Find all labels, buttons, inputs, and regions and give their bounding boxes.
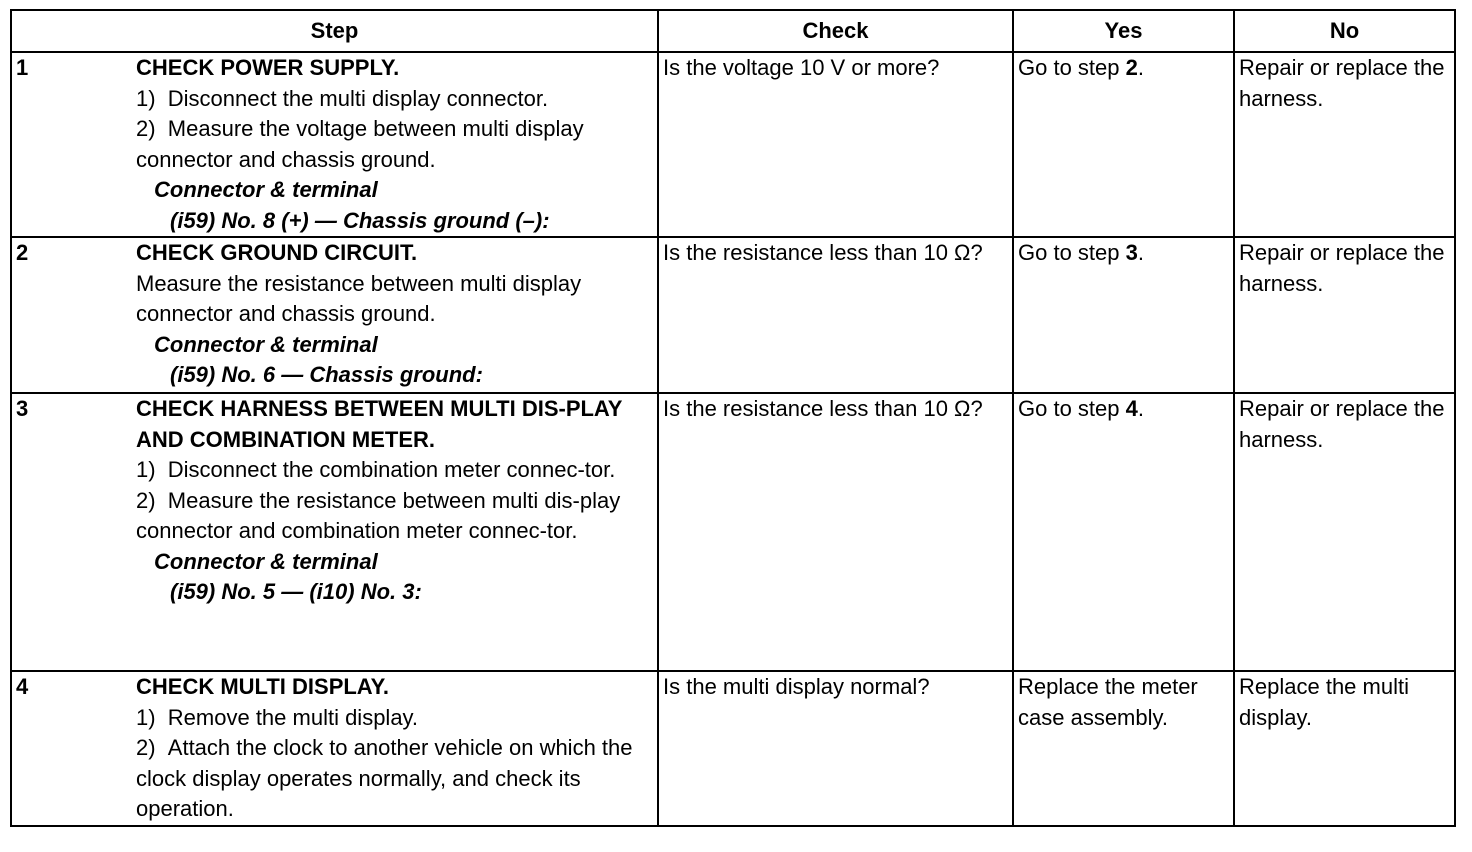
check-cell: Is the multi display normal?	[658, 671, 1013, 826]
step-number: 4	[16, 674, 29, 699]
yes-step-ref: 2	[1125, 55, 1138, 80]
check-cell: Is the resistance less than 10 Ω?	[658, 393, 1013, 671]
no-cell: Replace the multi display.	[1234, 671, 1455, 826]
step-instruction: 1) Disconnect the multi display connector.	[136, 85, 549, 111]
table-row	[11, 671, 1455, 826]
connector-terminal-label: Connector & terminal	[154, 177, 378, 202]
table-row	[11, 393, 1455, 671]
header-step: Step	[11, 10, 658, 52]
table-row	[11, 52, 1455, 237]
step-number: 3	[16, 396, 29, 421]
yes-suffix: .	[1137, 396, 1144, 421]
step-instruction: 2) Attach the clock to another vehicle on which the clock display operates normally, and check its operation.	[136, 735, 633, 821]
step-cell	[11, 393, 658, 671]
step-instruction: 1) Disconnect the combination meter connec-tor.	[136, 457, 616, 482]
no-cell: Repair or replace the harness.	[1234, 52, 1455, 237]
connector-terminal-value: (i59) No. 5 — (i10) No. 3:	[170, 579, 422, 604]
yes-cell	[1013, 393, 1234, 671]
yes-step-ref: 4	[1125, 396, 1138, 421]
step-instruction: 2) Measure the resistance between multi dis-play connector and combination meter connec-tor.	[136, 487, 621, 543]
yes-cell: Replace the meter case assembly.	[1013, 671, 1234, 826]
yes-text: Go to step	[1018, 55, 1126, 80]
step-cell	[11, 52, 658, 237]
step-number: 2	[16, 240, 29, 265]
check-cell: Is the voltage 10 V or more?	[658, 52, 1013, 237]
step-instruction: 1) Remove the multi display.	[136, 704, 419, 730]
step-title: CHECK MULTI DISPLAY.	[136, 674, 390, 699]
check-cell: Is the resistance less than 10 Ω?	[658, 237, 1013, 393]
step-number: 1	[16, 55, 29, 80]
connector-terminal-label: Connector & terminal	[154, 331, 378, 357]
diagnostic-table	[10, 9, 1456, 827]
table-row	[11, 237, 1455, 393]
header-row	[11, 10, 1455, 52]
yes-suffix: .	[1137, 240, 1144, 265]
no-cell: Repair or replace the harness.	[1234, 393, 1455, 671]
step-instruction: 2) Measure the voltage between multi display connector and chassis ground.	[136, 116, 584, 172]
connector-terminal-value: (i59) No. 8 (+) — Chassis ground (–):	[170, 207, 550, 233]
step-instruction: Measure the resistance between multi display connector and chassis ground.	[136, 270, 582, 326]
yes-suffix: .	[1137, 55, 1144, 80]
yes-step-ref: 3	[1125, 240, 1138, 265]
step-title: CHECK HARNESS BETWEEN MULTI DIS-PLAY AND COMBINATION METER.	[136, 396, 623, 452]
step-cell	[11, 671, 658, 826]
no-cell: Repair or replace the harness.	[1234, 237, 1455, 393]
yes-text: Go to step	[1018, 396, 1126, 421]
connector-terminal-label: Connector & terminal	[154, 548, 378, 574]
yes-text: Go to step	[1018, 240, 1126, 265]
step-title: CHECK POWER SUPPLY.	[136, 55, 400, 80]
connector-terminal-value: (i59) No. 6 — Chassis ground:	[170, 362, 483, 387]
step-title: CHECK GROUND CIRCUIT.	[136, 240, 418, 265]
header-yes: Yes	[1013, 10, 1234, 52]
yes-cell	[1013, 52, 1234, 237]
yes-cell	[1013, 237, 1234, 393]
header-no: No	[1234, 10, 1455, 52]
header-check: Check	[658, 10, 1013, 52]
step-cell	[11, 237, 658, 393]
